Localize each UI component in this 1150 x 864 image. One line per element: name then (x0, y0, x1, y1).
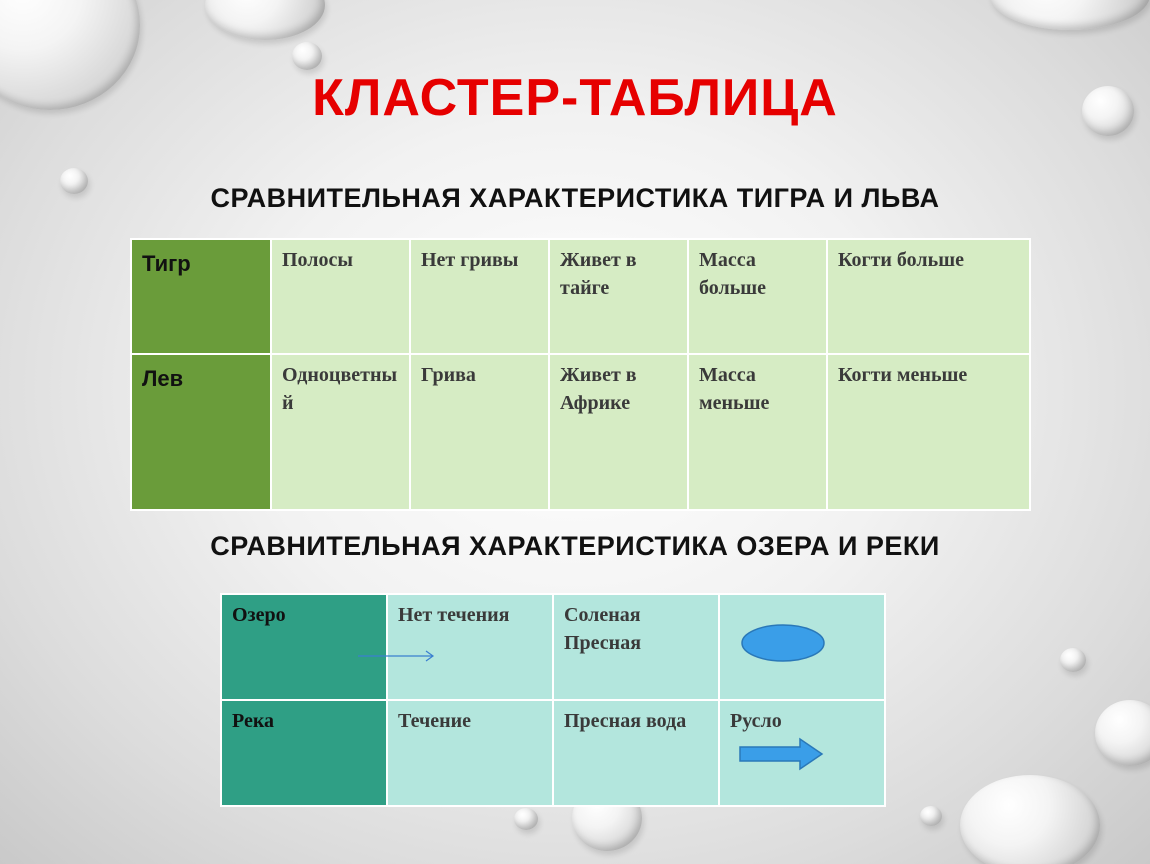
water-drop (960, 775, 1100, 864)
table-cell: Масса меньше (688, 354, 827, 510)
table-cell (387, 594, 553, 700)
table-cell: Полосы (271, 239, 410, 354)
row-header-river: Река (221, 700, 387, 806)
section-2-subtitle: СРАВНИТЕЛЬНАЯ ХАРАКТЕРИСТИКА ОЗЕРА И РЕКИ (210, 531, 940, 561)
table-cell: Живет в Африке (549, 354, 688, 510)
table-cell: Живет в тайге (549, 239, 688, 354)
cell-text: Русло (730, 710, 782, 732)
section-1-subtitle: СРАВНИТЕЛЬНАЯ ХАРАКТЕРИСТИКА ТИГРА И ЛЬВА (210, 183, 940, 213)
row-header-tiger: Тигр (131, 239, 271, 354)
cell-text: Нет течения (398, 604, 510, 626)
table-row (131, 239, 1030, 354)
table-row (221, 594, 885, 700)
table-cell: Пресная вода (553, 700, 719, 806)
slide-title: КЛАСТЕР-ТАБЛИЦА (312, 69, 838, 127)
blue-block-arrow-icon (738, 737, 824, 771)
blue-oval-icon (740, 623, 826, 663)
table-cell (719, 594, 885, 700)
table-cell: Когти меньше (827, 354, 1030, 510)
water-drop (514, 808, 538, 830)
table-row (221, 700, 885, 806)
table-row (131, 354, 1030, 510)
water-drop (205, 0, 325, 40)
row-header-lion: Лев (131, 354, 271, 510)
table-cell: Течение (387, 700, 553, 806)
water-drop (990, 0, 1150, 30)
water-drop (920, 806, 942, 826)
row-header-lake: Озеро (221, 594, 387, 700)
water-drop (292, 42, 322, 70)
water-drop (1095, 700, 1150, 766)
table-cell: Масса больше (688, 239, 827, 354)
table-cell: Нет гривы (410, 239, 549, 354)
lake-river-table (220, 593, 886, 807)
table-cell: Соленая Пресная (553, 594, 719, 700)
tiger-lion-table (130, 238, 1031, 511)
table-cell (719, 700, 885, 806)
table-cell: Когти больше (827, 239, 1030, 354)
thin-arrow-icon (358, 649, 438, 663)
water-drop (1060, 648, 1086, 672)
table-cell: Грива (410, 354, 549, 510)
table-cell: Одноцветный (271, 354, 410, 510)
